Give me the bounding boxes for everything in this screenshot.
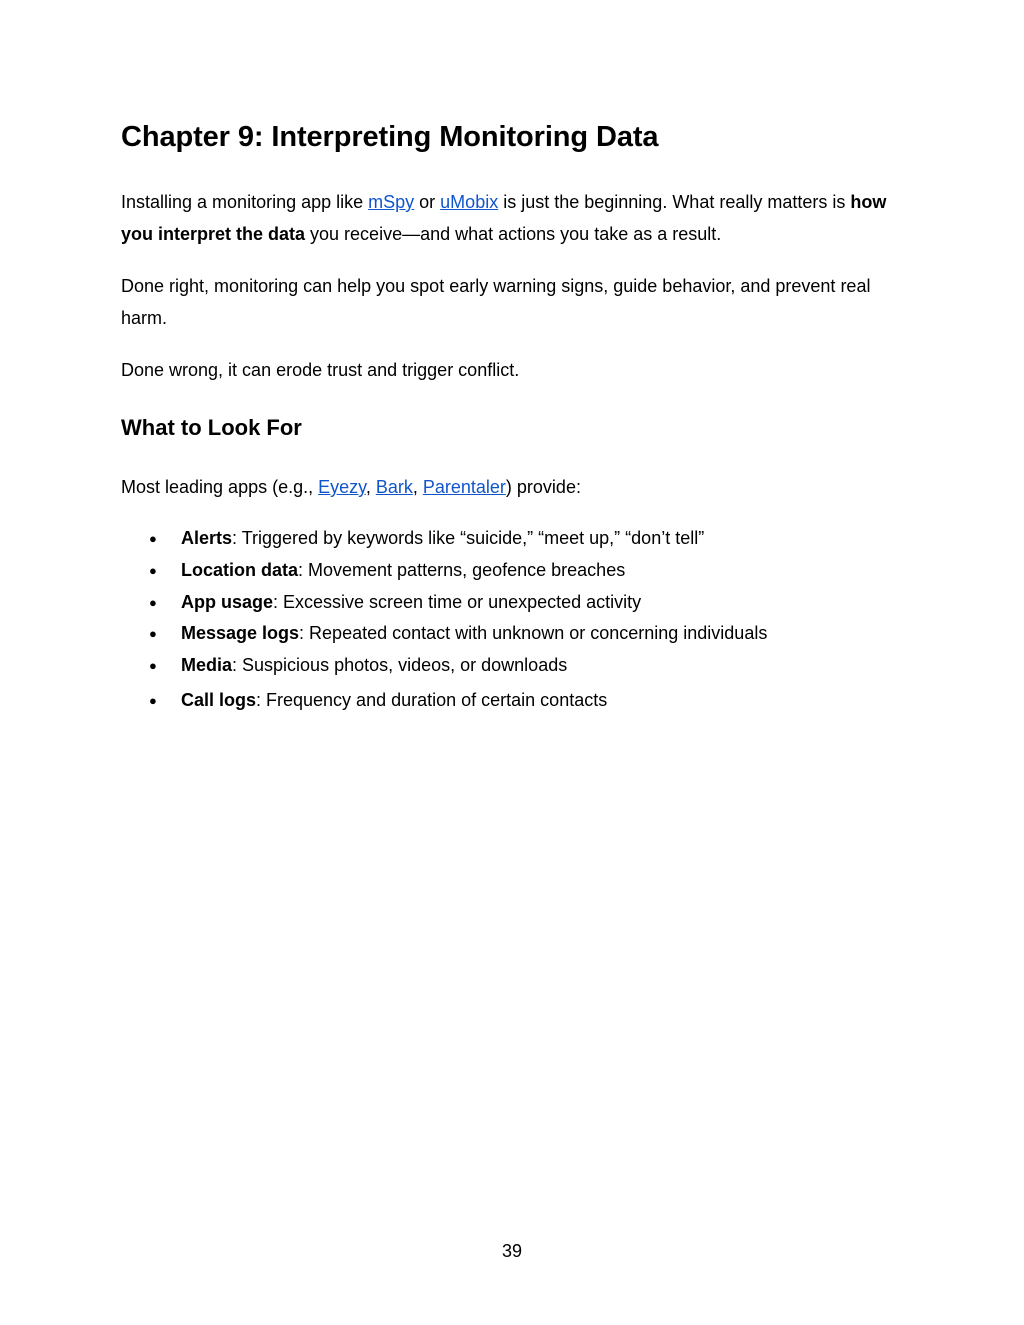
chapter-title: Chapter 9: Interpreting Monitoring Data	[121, 121, 659, 153]
link-mspy[interactable]: mSpy	[368, 192, 415, 212]
list-item-location-data	[121, 555, 911, 587]
intro-text-4: you receive—and what actions you take as a result.	[305, 224, 722, 244]
intro-text-3: is just the beginning. What really matters is	[498, 192, 851, 212]
bullet-icon: ●	[149, 562, 157, 578]
list-item-desc: : Frequency and duration of certain contacts	[256, 689, 608, 710]
link-bark[interactable]: Bark	[375, 477, 413, 497]
list-item-alerts	[121, 523, 911, 555]
bullet-icon: ●	[149, 626, 157, 642]
list-item-term: App usage	[181, 591, 274, 612]
apps-separator-2: ,	[412, 477, 423, 497]
bullet-icon: ●	[149, 594, 157, 610]
list-item-term: Message logs	[181, 623, 300, 644]
bullet-icon: ●	[149, 692, 157, 708]
list-item-desc: : Excessive screen time or unexpected activity	[273, 591, 642, 612]
intro-text-1: Installing a monitoring app like	[121, 192, 369, 212]
paragraph-done-wrong: Done wrong, it can erode trust and trigger conflict.	[121, 360, 520, 380]
paragraph-done-right: Done right, monitoring can help you spot early warning signs, guide behavior, and prevent real harm.	[121, 276, 871, 328]
list-item-app-usage	[121, 587, 911, 619]
section-heading: What to Look For	[121, 415, 302, 440]
list-item-desc: : Triggered by keywords like “suicide,” “meet up,” “don’t tell”	[232, 528, 705, 548]
list-item-term: Alerts	[181, 528, 233, 548]
apps-paragraph	[121, 471, 911, 503]
list-item-term: Call logs	[181, 689, 257, 710]
bullet-icon: ●	[149, 658, 157, 674]
list-item-term: Location data	[181, 559, 299, 580]
bullet-icon: ●	[149, 531, 157, 546]
list-item-media	[121, 650, 911, 682]
apps-separator-1: ,	[365, 477, 376, 497]
intro-bold-text: how you interpret the data	[121, 192, 887, 244]
intro-paragraph	[121, 186, 911, 250]
apps-text-1: Most leading apps (e.g.,	[121, 477, 319, 497]
list-item-desc: : Repeated contact with unknown or concerning individuals	[299, 623, 768, 644]
apps-text-2: ) provide:	[505, 477, 581, 497]
page-number: 39	[501, 1241, 523, 1261]
feature-list	[121, 523, 911, 717]
page-content	[121, 118, 911, 717]
link-eyezy[interactable]: Eyezy	[318, 477, 366, 497]
link-umobix[interactable]: uMobix	[440, 192, 499, 212]
link-parentaler[interactable]: Parentaler	[422, 477, 506, 497]
list-item-term: Media	[181, 655, 233, 676]
list-item-desc: : Movement patterns, geofence breaches	[298, 559, 626, 580]
intro-text-2: or	[414, 192, 441, 212]
list-item-message-logs	[121, 618, 911, 650]
list-item-desc: : Suspicious photos, videos, or downloads	[232, 655, 568, 676]
list-item-call-logs	[121, 685, 911, 717]
